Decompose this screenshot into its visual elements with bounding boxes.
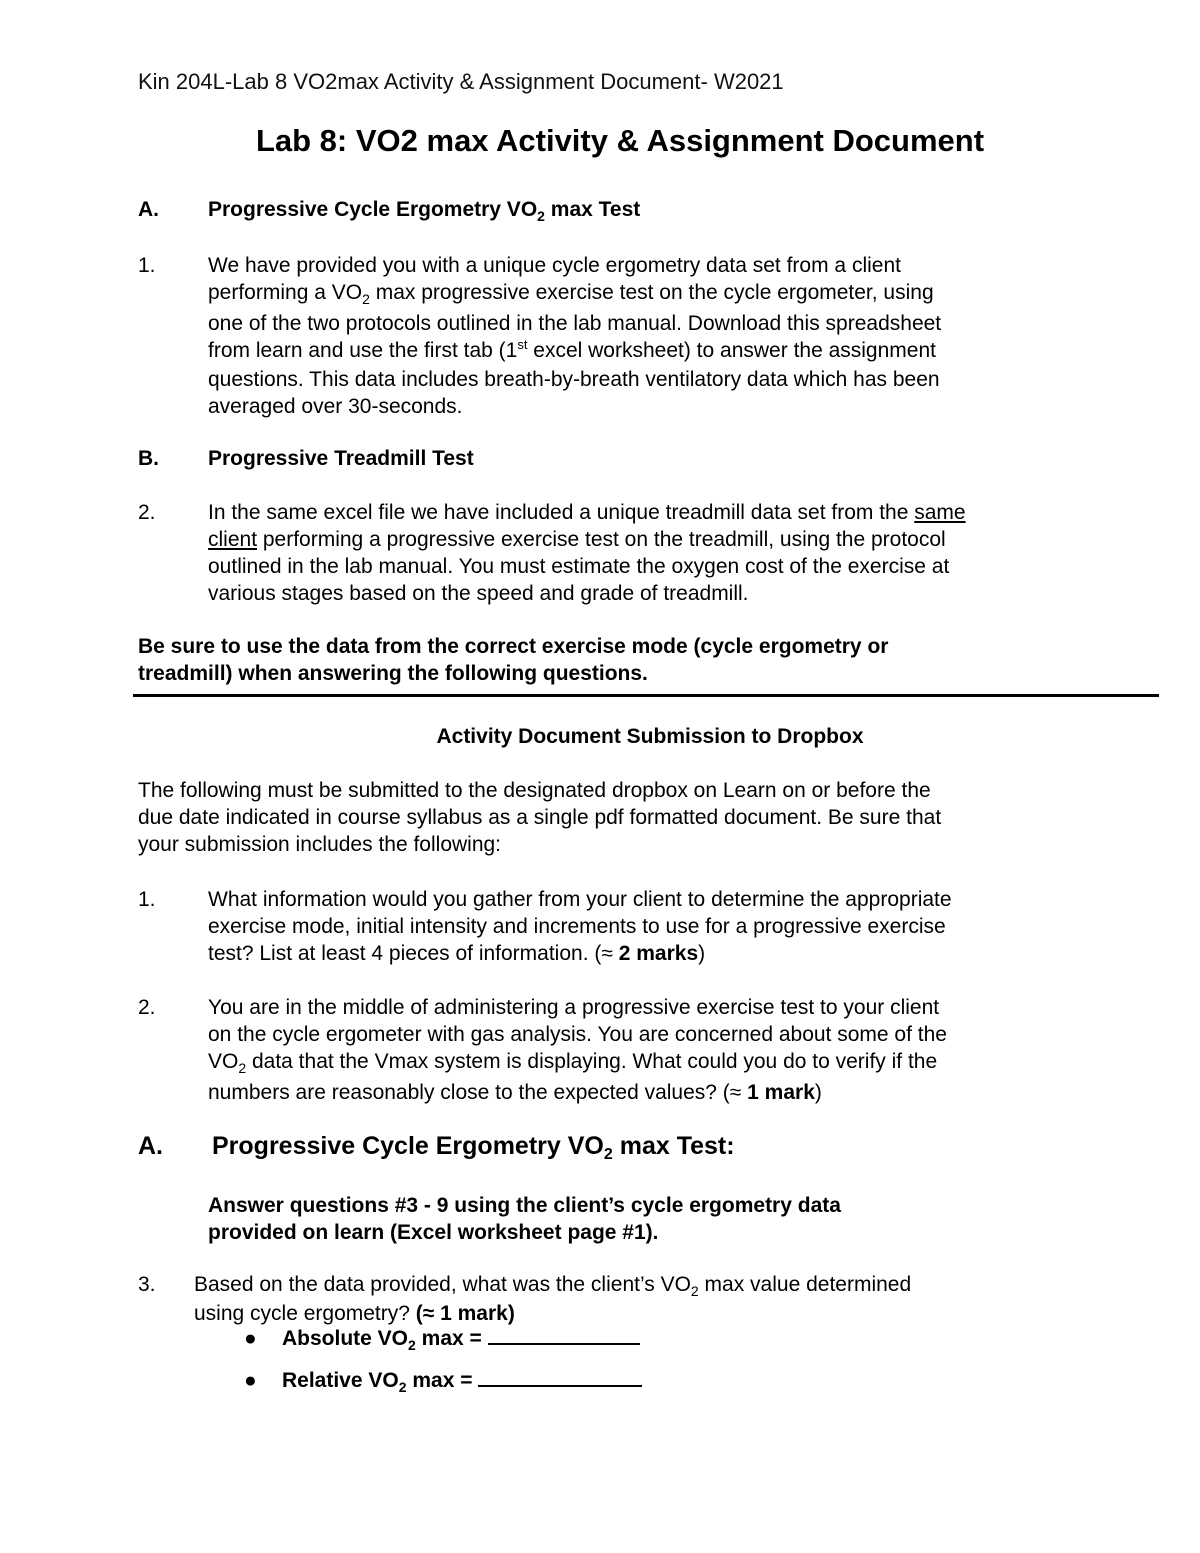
relative-vo2-blank[interactable] bbox=[478, 1367, 642, 1387]
q1-text: We have provided you with a unique cycle ergometry data set from a client performing a $VO_2$ max progressive exercise test on the cycle ergometer, using one of the two protocols outlined in the lab manual. Download this spreadsheet from learn and use the first tab (1st excel worksheet) to answer the assignment questions. This data includes breath-by-breath ventilatory data which has been averaged over 30-seconds. bbox=[208, 254, 942, 418]
bullet-icon: ● bbox=[244, 1327, 257, 1350]
section-b-letter: B. bbox=[138, 447, 159, 470]
q2-number: 2. bbox=[138, 501, 156, 524]
section-a2-letter: A. bbox=[138, 1132, 163, 1160]
page-title: Lab 8: VO2 max Activity & Assignment Document bbox=[255, 123, 985, 158]
q3-text: Based on the data provided, what was the client’s $VO_2$ max value determined using cycle ergometry? (≈ 1 mark) bbox=[194, 1273, 912, 1325]
section-b-heading: Progressive Treadmill Test bbox=[208, 447, 474, 470]
section-a2-heading: Progressive Cycle Ergometry $VO_2$ max Test: bbox=[212, 1132, 735, 1163]
section-a-heading: Progressive Cycle Ergometry $VO_2$ max Test bbox=[208, 198, 641, 224]
submission-heading: Activity Document Submission to Dropbox bbox=[436, 725, 864, 748]
absolute-vo2-blank[interactable] bbox=[488, 1325, 640, 1345]
submission-intro: The following must be submitted to the designated dropbox on Learn on or before the due date indicated in course syllabus as a single pdf formatted document. Be sure that your submission includes the following: bbox=[138, 779, 942, 856]
sq2-number: 2. bbox=[138, 996, 156, 1019]
sq1-text: What information would you gather from your client to determine the appropriate exercise mode, initial intensity and increments to use for a progressive exercise test? List at least 4 pieces of information. (≈ 2 marks) bbox=[208, 888, 952, 965]
relative-vo2-field: Relative $VO_2$ max = bbox=[282, 1367, 642, 1396]
q2-text: In the same excel file we have included a unique treadmill data set from the same client performing a progressive exercise test on the treadmill, using the protocol outlined in the lab manual. You must estimate the oxygen cost of the exercise at various stages based on the speed and grade of treadmill. bbox=[208, 501, 966, 605]
document-header: Kin 204L-Lab 8 VO2max Activity & Assignment Document- W2021 bbox=[138, 69, 784, 94]
q1-number: 1. bbox=[138, 254, 156, 277]
section-a-letter: A. bbox=[138, 198, 159, 221]
bullet-icon: ● bbox=[244, 1369, 257, 1392]
absolute-vo2-field: Absolute $VO_2$ max = bbox=[282, 1325, 640, 1354]
q3-number: 3. bbox=[138, 1273, 156, 1296]
sq1-number: 1. bbox=[138, 888, 156, 911]
instruction-text: Answer questions #3 - 9 using the client’s cycle ergometry data provided on learn (Excel worksheet page #1). bbox=[208, 1194, 841, 1244]
sq2-text: You are in the middle of administering a progressive exercise test to your client on the cycle ergometer with gas analysis. You are concerned about some of the $VO_2$ data that the Vmax system is displaying. What could you do to verify if the numbers are reasonably close to the expected values? (≈ 1 mark) bbox=[208, 996, 947, 1104]
mode-warning: Be sure to use the data from the correct exercise mode (cycle ergometry or treadmill) when answering the following questions. bbox=[138, 635, 889, 685]
section-divider bbox=[133, 694, 1159, 697]
